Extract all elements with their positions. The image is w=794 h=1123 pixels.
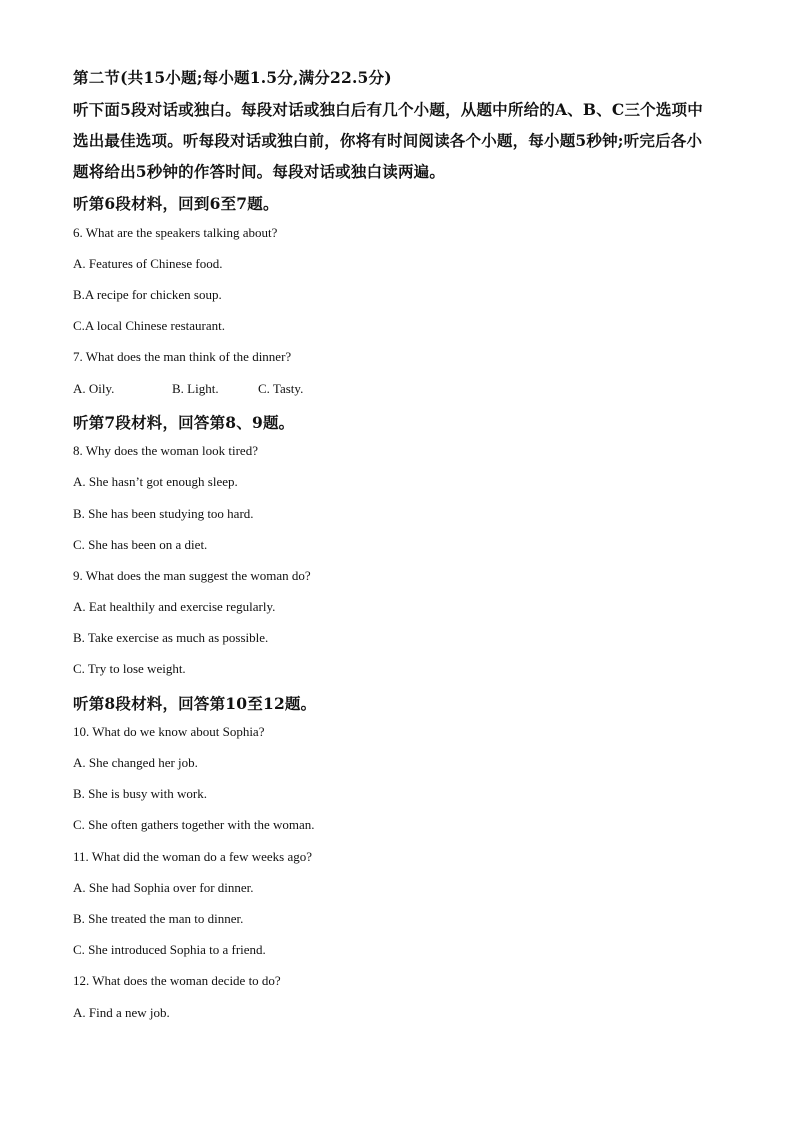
question-8: 8. Why does the woman look tired? [73, 443, 258, 458]
instructions-line-1: 听下面5段对话或独白。每段对话或独白后有几个小题，从题中所给的A、B、C三个选项中 [73, 100, 703, 119]
question-6-option-c: C.A local Chinese restaurant. [73, 318, 225, 333]
question-8-option-b: B. She has been studying too hard. [73, 506, 254, 521]
group-6-header: 听第6段材料，回到6至7题。 [73, 194, 279, 213]
question-11-option-a: A. She had Sophia over for dinner. [73, 880, 254, 895]
question-6-option-a: A. Features of Chinese food. [73, 256, 223, 271]
question-11-option-b: B. She treated the man to dinner. [73, 911, 244, 926]
question-9-option-c: C. Try to lose weight. [73, 661, 186, 676]
question-8-option-c: C. She has been on a diet. [73, 537, 208, 552]
question-7-option-b: B. Light. [172, 381, 219, 396]
question-6-option-b: B.A recipe for chicken soup. [73, 287, 222, 302]
question-7-option-a: A. Oily. [73, 381, 115, 396]
question-7-options [73, 381, 303, 397]
instructions-line-2: 选出最佳选项。听每段对话或独白前，你将有时间阅读各个小题，每小题5秒钟;听完后各小 [73, 131, 703, 150]
question-10-option-b: B. She is busy with work. [73, 786, 207, 801]
section-heading: 第二节(共15小题;每小题1.5分,满分22.5分) [73, 68, 392, 87]
question-10: 10. What do we know about Sophia? [73, 724, 265, 739]
question-6: 6. What are the speakers talking about? [73, 225, 278, 240]
question-8-option-a: A. She hasn’t got enough sleep. [73, 474, 238, 489]
question-9-option-a: A. Eat healthily and exercise regularly. [73, 599, 276, 614]
group-8-header: 听第8段材料，回答第10至12题。 [73, 694, 317, 713]
group-7-header: 听第7段材料，回答第8、9题。 [73, 413, 295, 432]
question-10-option-a: A. She changed her job. [73, 755, 198, 770]
question-7: 7. What does the man think of the dinner? [73, 349, 292, 364]
question-9-option-b: B. Take exercise as much as possible. [73, 630, 269, 645]
question-11-option-c: C. She introduced Sophia to a friend. [73, 942, 266, 957]
question-10-option-c: C. She often gathers together with the woman. [73, 817, 315, 832]
question-7-option-c: C. Tasty. [258, 381, 304, 396]
question-9: 9. What does the man suggest the woman do? [73, 568, 311, 583]
question-12: 12. What does the woman decide to do? [73, 973, 281, 988]
question-12-option-a: A. Find a new job. [73, 1005, 170, 1020]
instructions-line-3: 题将给出5秒钟的作答时间。每段对话或独白读两遍。 [73, 162, 446, 181]
question-11: 11. What did the woman do a few weeks ago? [73, 849, 312, 864]
